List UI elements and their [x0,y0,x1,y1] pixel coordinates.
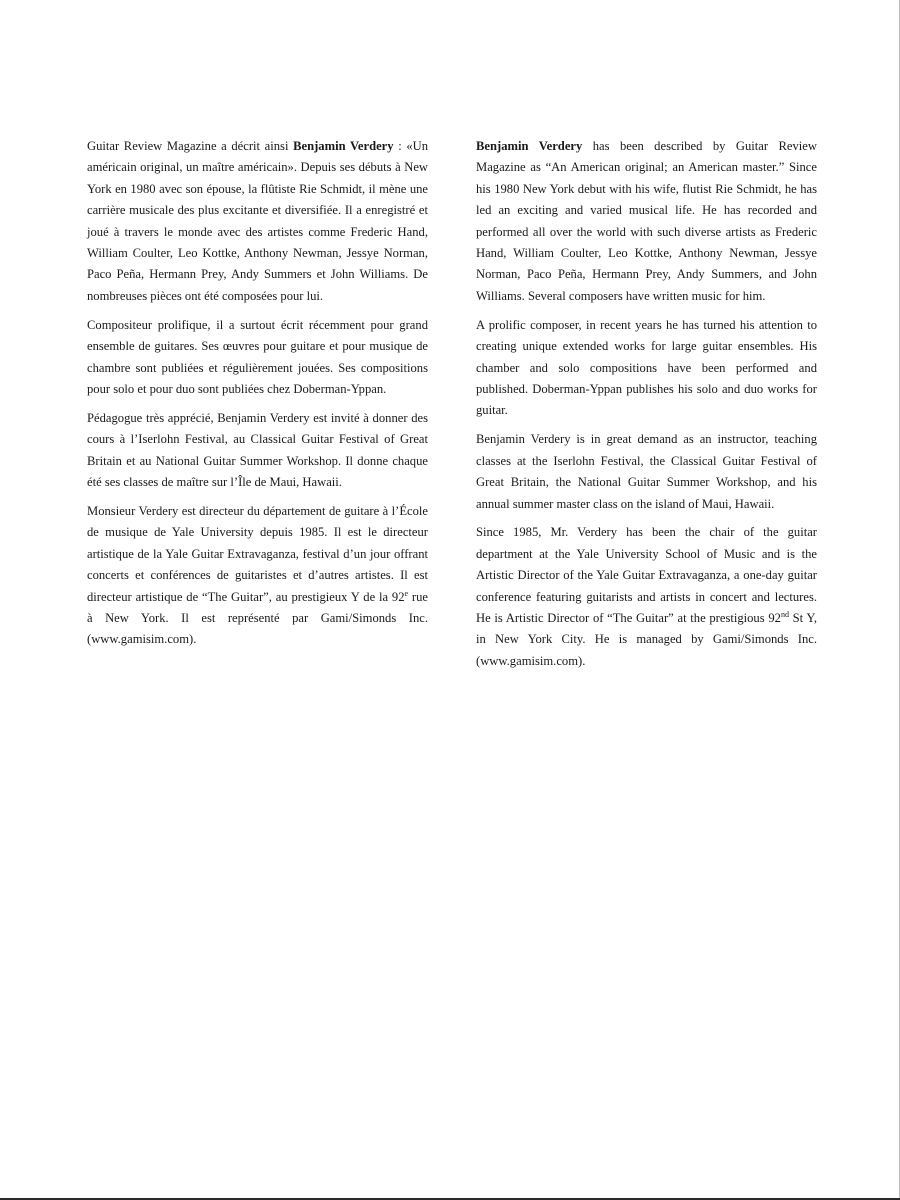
french-ordinal-suffix: e [404,588,409,598]
english-paragraph-composer: A prolific composer, in recent years he has turned his attention to creating unique extended works for large guitar ensembles. His chamber and solo compositions have been performed and published. Doberman-Yppan publishes his solo and duo works for guitar. [476,317,817,418]
french-biography-column [87,136,428,658]
english-director-body: St Y, in New York City. He is managed by Gami/Simonds Inc. (www.gamisim.com). [476,611,818,668]
french-director-lead: Monsieur Verdery est directeur du département de guitare à l’École de musique de Yale University depuis 1985. Il est le directeur artistique de la Yale Guitar Extravaganza, festival d’un jour offrant concerts et conférences de guitaristes et d’autres artistes. Il est directeur artistique de “The Guitar”, au prestigieux Y de la 92 [87,504,428,604]
french-paragraph-director [87,501,428,651]
french-paragraph-composer: Compositeur prolifique, il a surtout écrit récemment pour grand ensemble de guitares. Ses œuvres pour guitare et pour musique de chambre sont publiées et régulièrement jouées. Ses compositions pour solo et pour duo sont publiées chez Doberman-Yppan. [87,317,428,396]
french-director-body: rue à New York. Il est représenté par Gami/Simonds Inc. (www.gamisim.com). [87,589,428,647]
english-director-lead: Since 1985, Mr. Verdery has been the chair of the guitar department at the Yale University School of Music and is the Artistic Director of the Yale Guitar Extravaganza, a one-day guitar conference featuring guitarists and artists in concert and lectures. He is Artistic Director of “The Guitar” at the prestigious 92 [476,525,817,626]
french-intro-lead: Guitar Review Magazine a décrit ainsi [87,139,294,153]
english-paragraph-intro [476,136,817,307]
english-ordinal-suffix: nd [780,609,789,619]
english-biography-column [476,136,817,680]
french-paragraph-teacher: Pédagogue très apprécié, Benjamin Verdery est invité à donner des cours à l’Iserlohn Festival, au Classical Guitar Festival of Great Britain et au National Guitar Summer Workshop. Il donne chaque été ses classes de maître sur l’Île de Maui, Hawaii. [87,410,428,490]
french-artist-name: Benjamin Verdery [293,139,394,153]
english-intro-body: has been described by Guitar Review Magazine as “An American original; an American master.” Since his 1980 New York debut with his wife, flutist Rie Schmidt, he has led an exciting and varied musical life. He has recorded and performed all over the world with such diverse artists as Frederic Hand, William Coulter, Leo Kottke, Anthony Newman, Jessye Norman, Paco Peña, Hermann Prey, Andy Summers, and John Williams. Several composers have written music for him. [476,139,817,303]
english-artist-name: Benjamin Verdery [476,139,583,153]
french-paragraph-intro [87,136,428,307]
english-paragraph-teacher: Benjamin Verdery is in great demand as an instructor, teaching classes at the Iserlohn Festival, the Classical Guitar Festival of Great Britain, the National Guitar Summer Workshop, and his annual summer master class on the island of Maui, Hawaii. [476,432,817,511]
english-paragraph-director [476,522,817,672]
french-intro-body: : «Un américain original, un maître américain». Depuis ses débuts à New York en 1980 avec son épouse, la flûtiste Rie Schmidt, il mène une carrière musicale des plus excitante et diversifiée. Il a enregistré et joué à travers le monde avec des artistes comme Frederic Hand, William Coulter, Leo Kottke, Anthony Newman, Jessye Norman, Paco Peña, Hermann Prey, Andy Summers et John Williams. De nombreuses pièces ont été composées pour lui. [87,139,429,303]
